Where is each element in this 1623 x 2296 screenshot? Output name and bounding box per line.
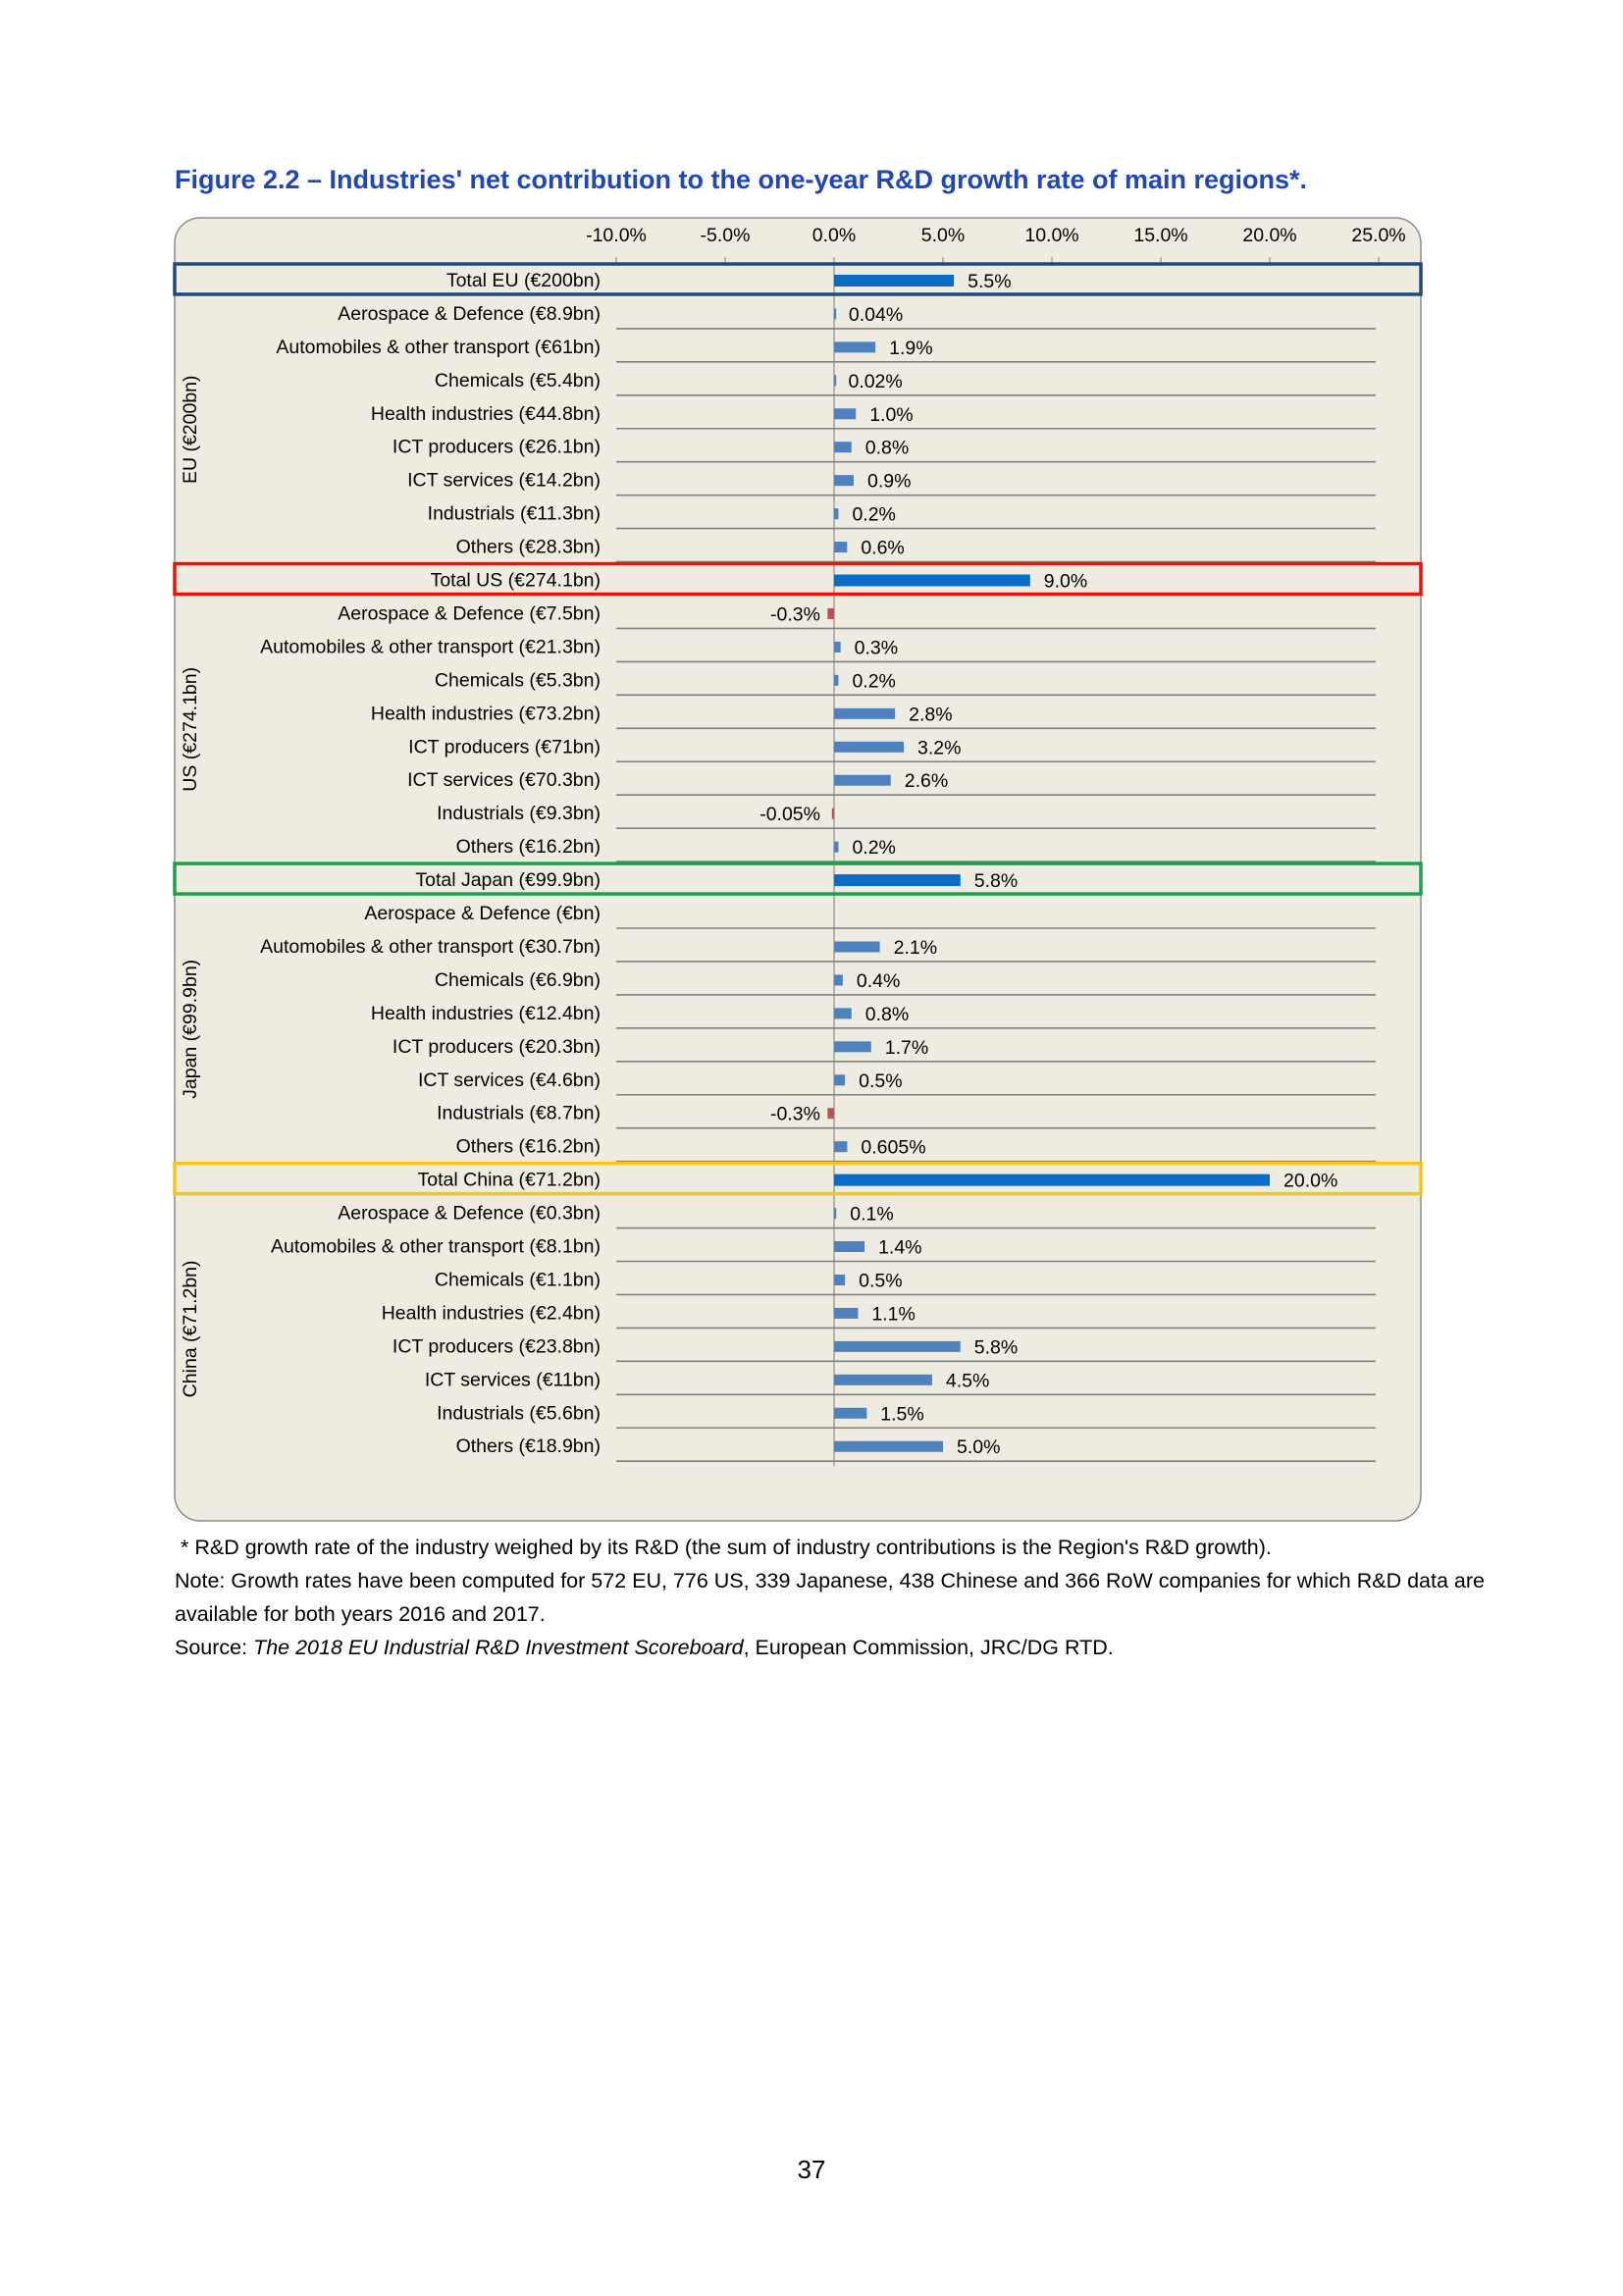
source-prefix: Source: (175, 1636, 254, 1659)
bar (834, 742, 904, 753)
category-label: Others (€18.9bn) (455, 1435, 601, 1458)
bar (827, 1108, 834, 1119)
data-label: 2.1% (893, 936, 938, 959)
bar (834, 341, 875, 352)
region-group-label: China (€71.2bn) (180, 1260, 201, 1398)
x-tick-label: 25.0% (1351, 225, 1406, 246)
category-label: ICT producers (€20.3bn) (392, 1035, 601, 1058)
data-label: 5.5% (968, 270, 1012, 292)
bar (834, 308, 836, 319)
bar (834, 675, 838, 686)
data-label: 0.2% (852, 837, 896, 860)
category-label: Industrials (€9.3bn) (437, 803, 601, 825)
bar (834, 1041, 871, 1052)
category-label: Chemicals (€1.1bn) (434, 1269, 601, 1291)
data-label: 0.5% (859, 1070, 903, 1092)
x-tick-label: 20.0% (1242, 225, 1297, 246)
category-label: ICT producers (€23.8bn) (392, 1335, 601, 1358)
region-group-label: US (€274.1bn) (180, 666, 201, 792)
footnote-source (175, 1631, 1490, 1664)
category-label: Aerospace & Defence (€bn) (364, 903, 601, 925)
region-group-label: EU (€200bn) (180, 375, 201, 485)
category-label: Health industries (€73.2bn) (370, 703, 601, 725)
total-category-label: Total US (€274.1bn) (430, 569, 601, 592)
category-label: Chemicals (€5.4bn) (434, 369, 601, 391)
x-tick-label: -10.0% (586, 225, 647, 246)
bar (832, 809, 834, 819)
category-label: ICT services (€70.3bn) (407, 769, 601, 792)
data-label: 1.4% (878, 1236, 922, 1259)
data-label: 20.0% (1283, 1170, 1338, 1192)
data-label: 1.9% (889, 337, 933, 359)
data-label: 1.5% (880, 1403, 924, 1426)
total-category-label: Total China (€71.2bn) (417, 1169, 601, 1191)
data-label: 0.3% (854, 637, 899, 659)
data-label: 9.0% (1043, 570, 1088, 593)
bar (834, 542, 847, 552)
bar (834, 642, 841, 652)
category-label: Aerospace & Defence (€0.3bn) (338, 1202, 601, 1225)
bar (834, 1408, 866, 1419)
bar (834, 874, 961, 886)
bar (834, 1341, 961, 1352)
category-label: Automobiles & other transport (€8.1bn) (270, 1235, 601, 1258)
data-label: 0.605% (861, 1136, 926, 1159)
bar (834, 508, 838, 519)
category-label: Automobiles & other transport (€30.7bn) (260, 935, 601, 958)
data-label: 0.4% (856, 969, 901, 992)
x-tick-label: -5.0% (700, 225, 751, 246)
bar (834, 1308, 858, 1319)
category-label: Health industries (€2.4bn) (381, 1302, 601, 1325)
source-suffix: , European Commission, JRC/DG RTD. (743, 1636, 1114, 1659)
category-label: Aerospace & Defence (€7.5bn) (338, 602, 601, 625)
bar (834, 475, 854, 486)
region-group-label: Japan (€99.9bn) (180, 959, 201, 1099)
total-category-label: Total EU (€200bn) (445, 269, 601, 291)
data-label: 0.9% (866, 470, 912, 493)
data-label: 5.8% (973, 870, 1019, 893)
figure-notes (175, 1531, 1490, 1664)
category-label: Health industries (€44.8bn) (370, 402, 601, 425)
data-label: 0.2% (852, 670, 896, 693)
x-tick-label: 10.0% (1024, 225, 1079, 246)
bar (834, 775, 891, 786)
source-title: The 2018 EU Industrial R&D Investment Scoreboard (253, 1636, 744, 1659)
bar (834, 974, 843, 985)
category-label: Automobiles & other transport (€61bn) (276, 336, 601, 358)
bar (834, 1174, 1270, 1186)
category-label: Chemicals (€6.9bn) (434, 968, 601, 991)
category-label: Industrials (€8.7bn) (437, 1102, 601, 1124)
bar (834, 375, 836, 386)
category-label: Chemicals (€5.3bn) (434, 669, 601, 692)
category-label: Industrials (€5.6bn) (437, 1402, 601, 1425)
data-label: 0.1% (850, 1203, 894, 1226)
bar (834, 1208, 836, 1219)
data-label: 0.6% (861, 537, 905, 559)
category-label: ICT services (€11bn) (424, 1369, 601, 1391)
data-label: 2.8% (909, 704, 953, 726)
bar (834, 842, 838, 853)
total-category-label: Total Japan (€99.9bn) (415, 869, 601, 892)
data-label: 1.1% (871, 1303, 916, 1326)
data-label: 2.6% (904, 770, 949, 793)
data-label: 0.04% (848, 303, 904, 326)
x-tick-label: 15.0% (1133, 225, 1188, 246)
category-label: ICT producers (€26.1bn) (392, 436, 601, 458)
bar (834, 442, 852, 452)
bar (834, 941, 880, 952)
data-label: 3.2% (917, 737, 962, 759)
category-label: ICT services (€4.6bn) (417, 1069, 601, 1091)
bar (834, 1008, 852, 1018)
bar (834, 575, 1030, 587)
data-label: 0.02% (848, 370, 903, 392)
category-label: Aerospace & Defence (€8.9bn) (338, 302, 601, 325)
bar (834, 1241, 864, 1252)
bar (834, 1141, 847, 1152)
footnote-note: Note: Growth rates have been computed for 572 EU, 776 US, 339 Japanese, 438 Chinese and 366 RoW companies for which R&D data are available for both years 2016 and 2017. (175, 1569, 1485, 1626)
bar (827, 608, 834, 619)
category-label: Others (€16.2bn) (455, 1135, 601, 1158)
data-label: -0.05% (759, 804, 820, 826)
category-label: Automobiles & other transport (€21.3bn) (260, 636, 601, 658)
page-number: 37 (797, 2155, 826, 2184)
bar (834, 708, 895, 719)
bar (834, 408, 856, 419)
x-tick-label: 0.0% (812, 225, 857, 246)
category-label: ICT services (€14.2bn) (407, 469, 601, 492)
data-label: 5.8% (973, 1336, 1019, 1359)
category-label: ICT producers (€71bn) (408, 736, 601, 758)
bar (834, 1275, 845, 1285)
data-label: 1.7% (884, 1036, 929, 1059)
data-label: -0.3% (770, 1103, 820, 1125)
category-label: Others (€28.3bn) (455, 536, 601, 558)
footnote-star: * R&D growth rate of the industry weighed by its R&D (the sum of industry contributions is the Region's R&D growth). (181, 1536, 1272, 1559)
bar (834, 1074, 845, 1085)
data-label: 4.5% (945, 1370, 990, 1392)
x-tick-label: 5.0% (920, 225, 966, 246)
category-label: Health industries (€12.4bn) (370, 1002, 601, 1024)
category-label: Industrials (€11.3bn) (427, 502, 601, 525)
bar (834, 275, 954, 287)
figure-title: Figure 2.2 – Industries' net contribution to the one-year R&D growth rate of main regions*. (175, 165, 1308, 194)
category-label: Others (€16.2bn) (455, 836, 601, 859)
data-label: 0.2% (852, 503, 896, 526)
bar (834, 1375, 932, 1385)
chart-panel (175, 218, 1421, 1521)
data-label: 1.0% (869, 403, 914, 426)
bar (834, 1441, 943, 1452)
data-label: 0.8% (864, 1003, 910, 1025)
data-label: 0.8% (864, 437, 910, 459)
data-label: 5.0% (957, 1436, 1001, 1459)
data-label: 0.5% (859, 1270, 903, 1292)
data-label: -0.3% (770, 603, 820, 626)
